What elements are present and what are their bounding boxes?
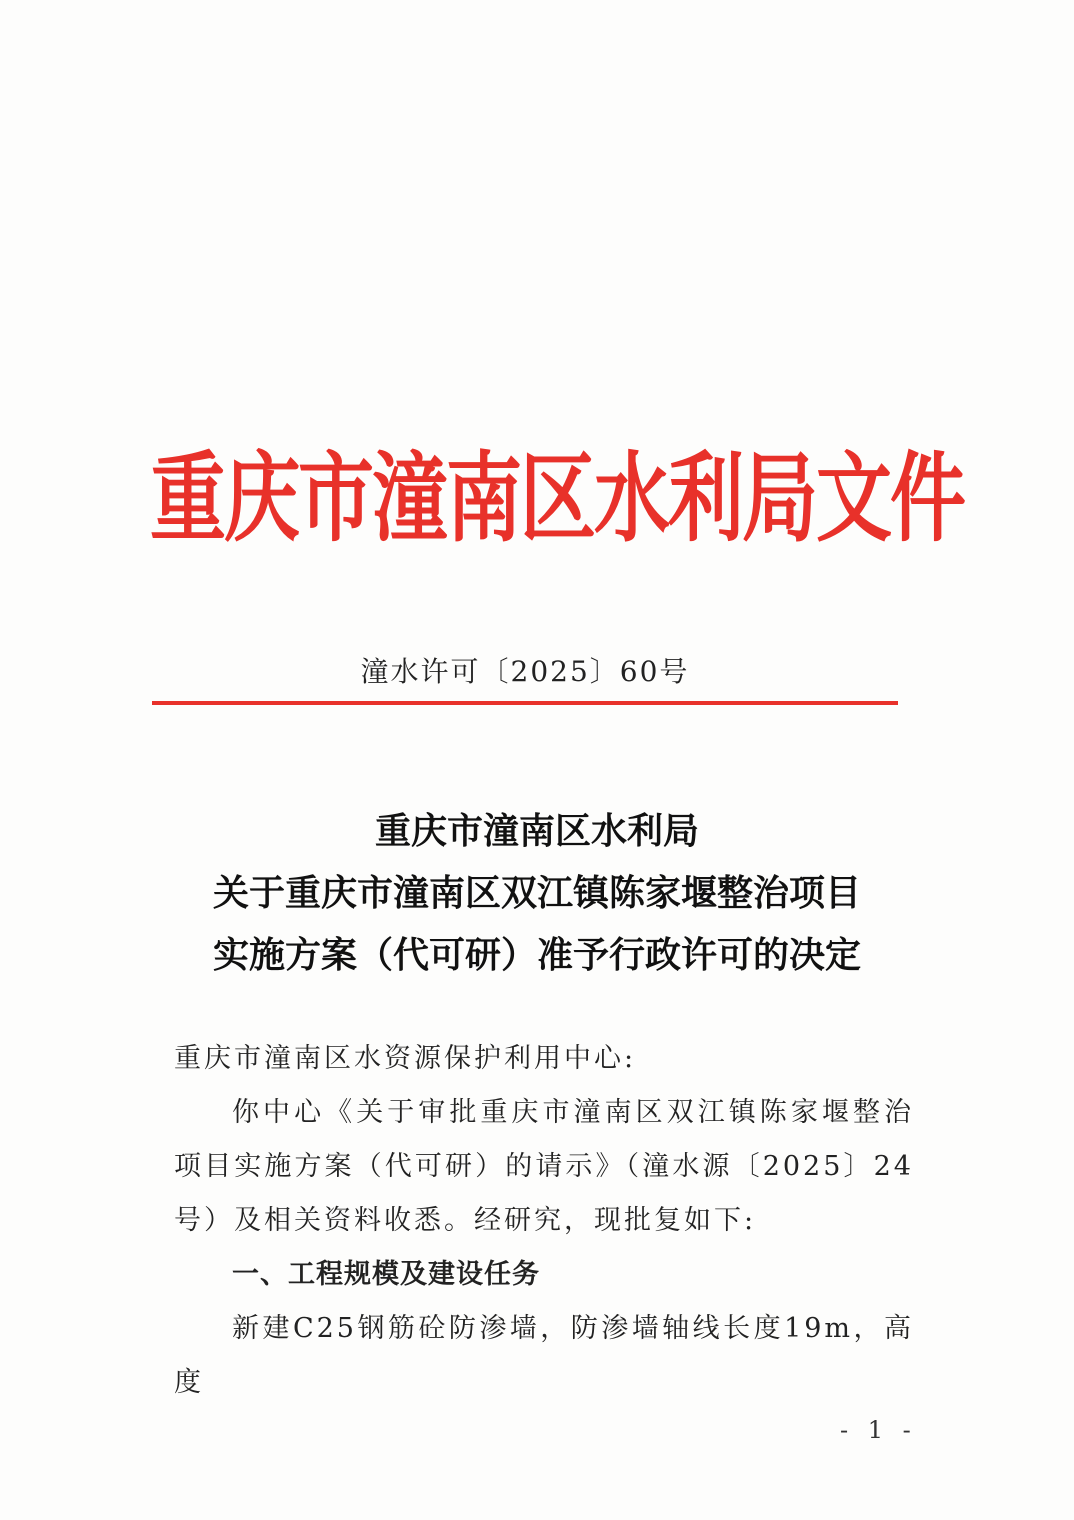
title-line-2: 关于重庆市潼南区双江镇陈家堰整治项目 [212, 872, 861, 914]
addressee: 重庆市潼南区水资源保护利用中心: [174, 1043, 637, 1074]
section-heading-1: 一、工程规模及建设任务 [232, 1259, 540, 1290]
red-divider-line [152, 701, 898, 705]
document-title [120, 800, 954, 986]
document-body [174, 1032, 914, 1410]
body-paragraph-2: 新建C25钢筋砼防渗墙，防渗墙轴线长度19m，高度 [174, 1313, 914, 1398]
document-masthead: 重庆市潼南区水利局文件 [150, 441, 964, 556]
title-line-3: 实施方案（代可研）准予行政许可的决定 [212, 934, 861, 976]
body-paragraph-1: 你中心《关于审批重庆市潼南区双江镇陈家堰整治项目实施方案（代可研）的请示》（潼水源〔2025〕24号）及相关资料收悉。经研究，现批复如下: [174, 1097, 914, 1236]
document-number: 潼水许可〔2025〕60号 [360, 655, 690, 688]
title-line-1: 重庆市潼南区水利局 [374, 810, 699, 852]
page-number: - 1 - [840, 1416, 917, 1444]
